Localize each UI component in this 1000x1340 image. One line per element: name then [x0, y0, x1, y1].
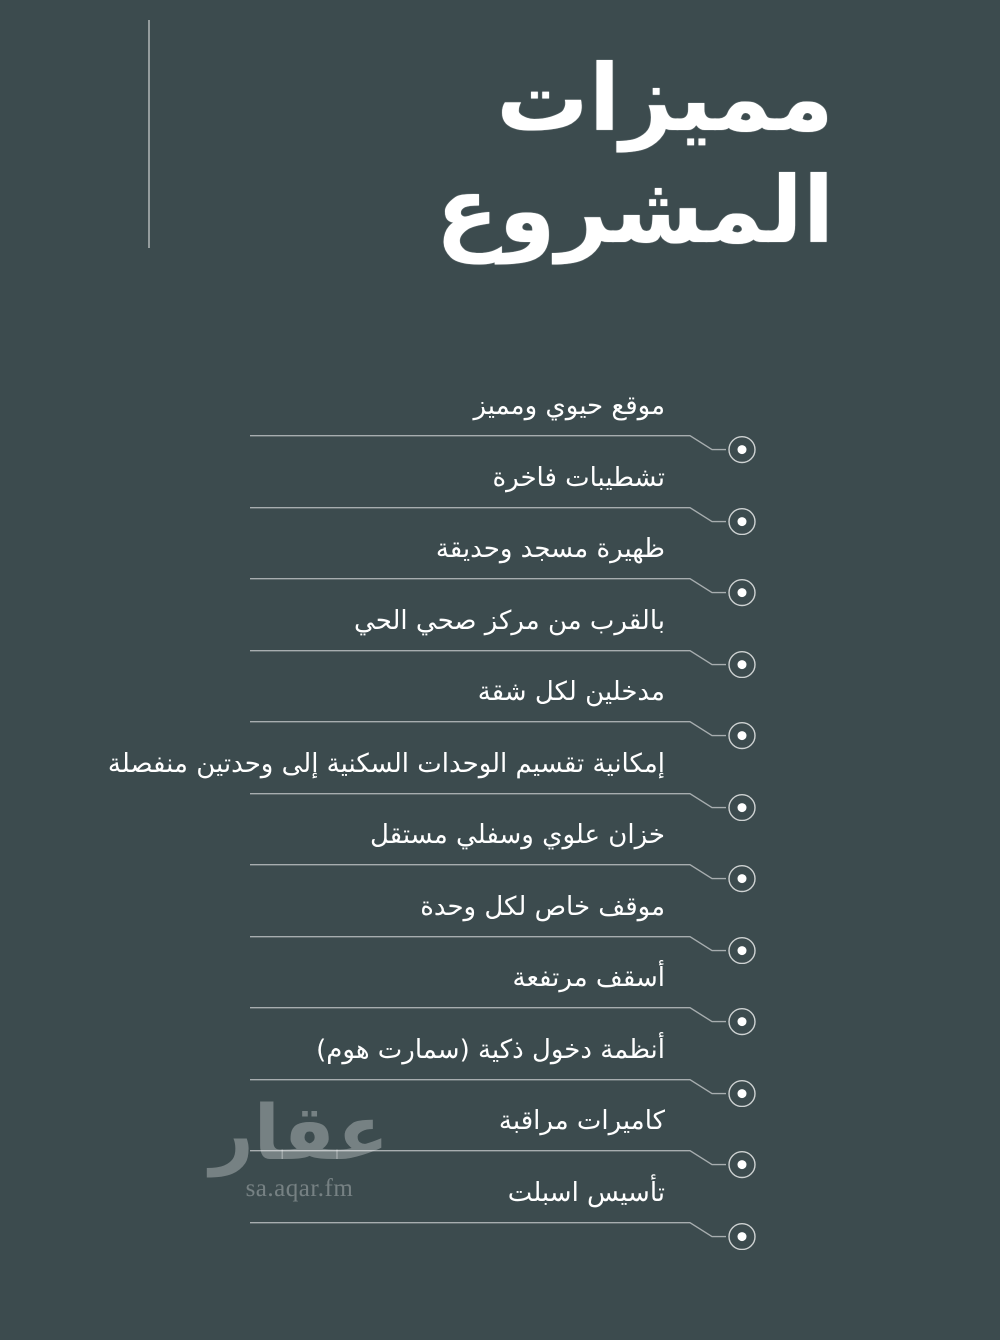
watermark-url: sa.aqar.fm: [245, 1175, 354, 1202]
feature-item: [0, 1179, 1000, 1251]
feature-label: تشطيبات فاخرة: [492, 462, 665, 493]
feature-item: [0, 392, 1000, 464]
feature-item: [0, 464, 1000, 536]
features-list: [0, 392, 1000, 1280]
watermark-brand: عقار: [210, 1088, 389, 1177]
page-title: [0, 40, 1000, 270]
title-line-2: المشروع: [435, 156, 835, 264]
feature-label: خزان علوي وسفلي مستقل: [369, 820, 665, 850]
feature-label: ظهيرة مسجد وحديقة: [435, 534, 665, 564]
feature-label: موقع حيوي ومميز: [473, 391, 665, 421]
feature-label: أنظمة دخول ذكية (سمارت هوم): [316, 1034, 665, 1065]
feature-item: [0, 750, 1000, 822]
feature-item: [0, 964, 1000, 1036]
feature-item: [0, 821, 1000, 893]
feature-label: موقف خاص لكل وحدة: [420, 891, 665, 922]
watermark: [210, 1088, 389, 1203]
feature-item: [0, 1107, 1000, 1179]
feature-label: أسقف مرتفعة: [512, 963, 665, 993]
feature-label: تأسيس اسبلت: [507, 1177, 665, 1208]
feature-item: [0, 607, 1000, 679]
feature-label: بالقرب من مركز صحي الحي: [354, 605, 665, 636]
feature-label: كاميرات مراقبة: [498, 1106, 665, 1136]
feature-connector: [0, 1179, 1000, 1251]
feature-item: [0, 535, 1000, 607]
feature-connector: [0, 964, 1000, 1036]
feature-item: [0, 1036, 1000, 1108]
title-line-1: مميزات: [496, 45, 834, 152]
feature-label: مدخلين لكل شقة: [477, 677, 665, 707]
feature-item: [0, 678, 1000, 750]
feature-item: [0, 893, 1000, 965]
feature-label: إمكانية تقسيم الوحدات السكنية إلى وحدتين منفصلة: [107, 748, 665, 779]
